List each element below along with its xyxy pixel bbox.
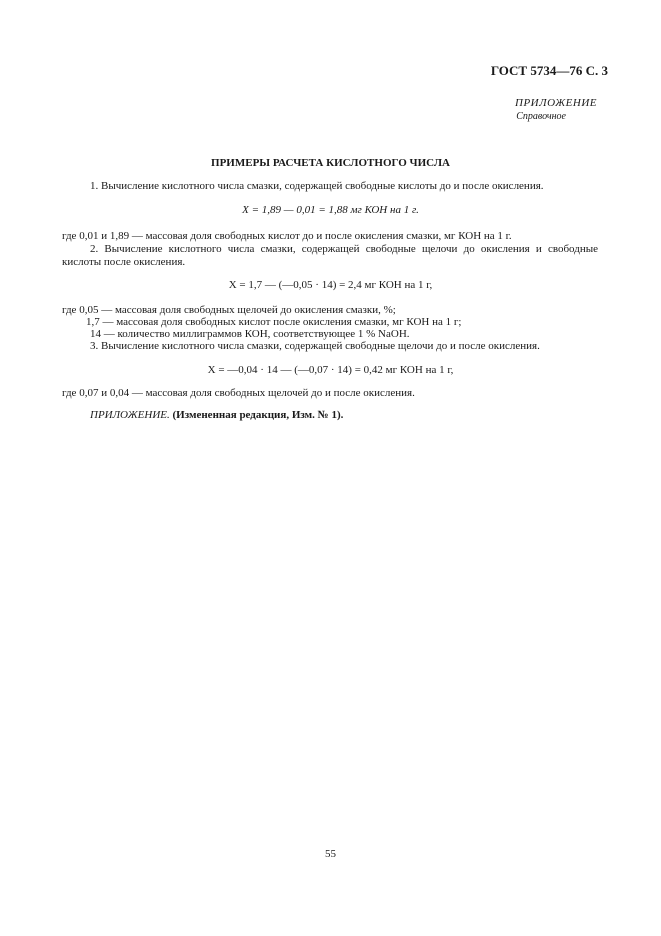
amendment-note — [90, 409, 343, 422]
page-title: ПРИМЕРЫ РАСЧЕТА КИСЛОТНОГО ЧИСЛА — [211, 157, 450, 169]
example2-where-2: 1,7 — массовая доля свободных кислот после окисления смазки, мг КОН на 1 г; — [86, 316, 462, 328]
example1-text: 1. Вычисление кислотного числа смазки, содержащей свободные кислоты до и после окисления. — [90, 180, 544, 192]
amendment-note-text: (Измененная редакция, Изм. № 1). — [169, 409, 344, 421]
example1-formula: X = 1,89 — 0,01 = 1,88 мг КОН на 1 г. — [242, 204, 419, 216]
appendix-label: ПРИЛОЖЕНИЕ — [515, 97, 597, 109]
example3-text: 3. Вычисление кислотного числа смазки, содержащей свободные щелочи до и после окисления. — [90, 340, 540, 352]
appendix-type: Справочное — [516, 111, 566, 122]
example3-where: где 0,07 и 0,04 — массовая доля свободных щелочей до и после окисления. — [62, 387, 415, 399]
example2-formula: X = 1,7 — (—0,05 · 14) = 2,4 мг КОН на 1 г, — [228, 279, 433, 291]
page-number: 55 — [325, 848, 336, 860]
example1-where: где 0,01 и 1,89 — массовая доля свободных кислот до и после окисления смазки, мг КОН на 1 г. — [62, 230, 512, 242]
example3-formula: X = —0,04 · 14 — (—0,07 · 14) = 0,42 мг КОН на 1 г, — [207, 364, 454, 376]
example2-text: 2. Вычисление кислотного числа смазки, содержащей свободные щелочи до окисления и свободные кислоты после окисления. — [62, 243, 598, 268]
example2-where-3: 14 — количество миллиграммов КОН, соответствующее 1 % NaOH. — [90, 328, 410, 340]
document-reference: ГОСТ 5734—76 С. 3 — [490, 63, 608, 78]
amendment-note-label: ПРИЛОЖЕНИЕ. — [90, 409, 170, 421]
example2-where-1: где 0,05 — массовая доля свободных щелочей до окисления смазки, %; — [62, 304, 396, 316]
